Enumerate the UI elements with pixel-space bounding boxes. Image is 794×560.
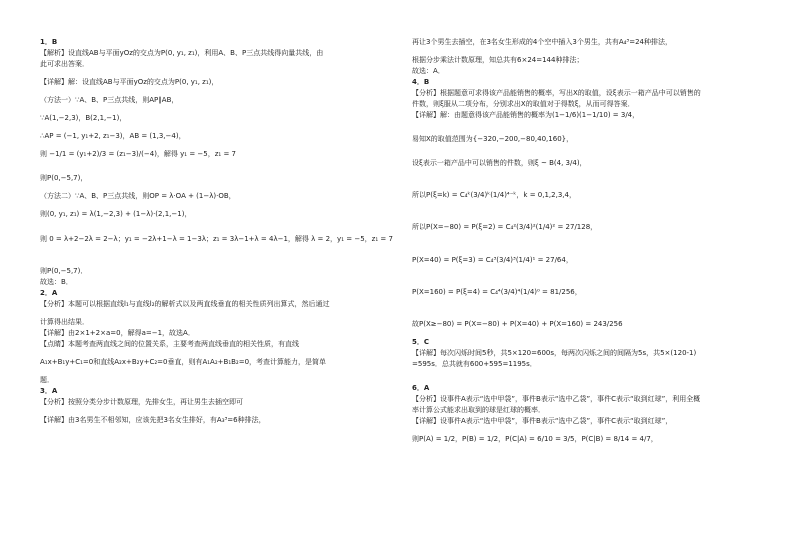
text-line: 则 −1/1 = (y₁+2)/3 = (z₁−3)/(−4)，解得 y₁ = −5，z₁ = 7: [40, 150, 236, 159]
text-line: 计算得出结果．: [40, 317, 89, 326]
text-line: ∴AP = (−1, y₁+2, z₁−3)，AB = (1,3,−4)，: [40, 132, 186, 141]
answer-1-heading: 1．B: [40, 38, 58, 46]
text-line: 则P(0,−5,7)，: [40, 174, 88, 183]
text-line: 【分析】本题可以根据直线l₁与直线l₂的解析式以及两直线垂直的相关性质列出算式，然后通过: [40, 299, 330, 308]
text-line: 【点睛】本题考查两直线之间的位置关系，主要考查两直线垂直的相关性质，有直线: [40, 339, 299, 348]
text-line: 设ξ表示一箱产品中可以销售的件数，则ξ ~ B(4, 3/4)，: [412, 159, 587, 168]
text-line: 【详解】每次闪烁时间5秒，共5×120=600s，每两次闪烁之间的间隔为5s，共5×(120-1): [412, 348, 697, 357]
text-line: 【详解】解：设直线AB与平面yOz的交点为P(0, y₁, z₁)，: [40, 78, 219, 87]
text-line: 【详解】由3名男生不相邻知，应该先把3名女生排好，有A₃³=6种排法，: [40, 416, 266, 425]
answer-5-heading: 5．C: [412, 337, 430, 346]
text-line: 【分析】按照分类分步计数原理，先排女生，再让男生去插空即可: [40, 398, 243, 407]
text-line: 【分析】根据题意可求得该产品能销售的概率，写出X的取值，设ξ表示一箱产品中可以销售的: [412, 89, 701, 98]
text-line: P(X=40) = P(ξ=3) = C₄³(3/4)³(1/4)¹ = 27/64，: [412, 255, 573, 264]
text-line: （方法一）∵A、B、P三点共线，则AP∥AB，: [40, 96, 179, 105]
text-line: 【解析】设直线AB与平面yOz的交点为P(0, y₁, z₁)，利用A、B、P三点共线得向量共线，由: [40, 49, 324, 58]
text-line: 则 0 = λ+2−2λ = 2−λ；y₁ = −2λ+1−λ = 1−3λ；z₁ = 3λ−1+λ = 4λ−1，解得 λ = 2，y₁ = −5，z₁ = 7: [40, 234, 393, 243]
text-line: 此可求出答案．: [40, 60, 89, 69]
text-line: （方法二）∵A、B、P三点共线，则OP = λ·OA + (1−λ)·OB，: [40, 192, 236, 201]
text-line: 【详解】设事件A表示“选中甲袋”，事件B表示“选中乙袋”，事件C表示“取到红球”，: [412, 416, 673, 425]
text-line: 所以P(ξ=k) = C₄ᵏ(3/4)ᵏ(1/4)⁴⁻ᵏ，k = 0,1,2,3,4，: [412, 191, 576, 200]
text-line: A₁x+B₁y+C₁=0和直线A₂x+B₂y+C₂=0垂直，则有A₁A₂+B₁B₂=0，考查计算能力，是简单: [40, 357, 327, 366]
text-line: 故选：A．: [412, 67, 445, 76]
text-line: ∵A(1,−2,3)，B(2,1,−1)，: [40, 114, 127, 123]
answer-3-heading: 3．A: [40, 386, 58, 395]
text-line: 率计算公式能求出取到的球是红球的概率．: [412, 405, 545, 414]
text-line: 根据分步乘法计数原理，知总共有6×24=144种排法；: [412, 56, 584, 65]
text-line: 故P(X≥−80) = P(X=−80) + P(X=40) + P(X=160) = 243/256: [412, 319, 623, 328]
text-line: 所以P(X=−80) = P(ξ=2) = C₄²(3/4)²(1/4)² = 27/128，: [412, 223, 598, 232]
text-line: 则P(0,−5,7)．: [40, 266, 88, 275]
answer-4-heading: 4．B: [412, 78, 430, 87]
text-line: 则P(A) = 1/2，P(B) = 1/2，P(C|A) = 6/10 = 3/5，P(C|B) = 8/14 = 4/7，: [412, 434, 658, 443]
answer-2-heading: 2．A: [40, 288, 58, 297]
text-line: 题．: [40, 375, 54, 384]
text-line: 【详解】解：由题意得该产品能销售的概率为(1−1/6)(1−1/10) = 3/4，: [412, 111, 640, 120]
text-line: =595s．总共就有600+595=1195s．: [412, 359, 537, 368]
text-line: P(X=160) = P(ξ=4) = C₄⁴(3/4)⁴(1/4)⁰ = 81/256，: [412, 287, 582, 296]
text-line: 则(0, y₁, z₁) = λ(1,−2,3) + (1−λ)·(2,1,−1)，: [40, 210, 192, 219]
text-line: 易知X的取值范围为{−320,−200,−80,40,160}，: [412, 135, 574, 144]
left-column: [40, 38, 395, 434]
text-line: 【详解】由2×1+2×a=0，解得a=−1，故选A．: [40, 328, 195, 337]
right-column: [412, 38, 772, 453]
answer-6-heading: 6．A: [412, 383, 430, 392]
text-line: 【分析】设事件A表示“选中甲袋”，事件B表示“选中乙袋”，事件C表示“取到红球”，利用全概: [412, 394, 701, 403]
text-line: 件数，则ξ服从二项分布，分别求出X的取值对于得数ξ，从而可得答案．: [412, 100, 635, 109]
text-line: 再让3个男生去插空，在3名女生形成的4个空中插入3个男生，共有A₄³=24种排法，: [412, 38, 672, 46]
text-line: 故选：B．: [40, 277, 73, 286]
